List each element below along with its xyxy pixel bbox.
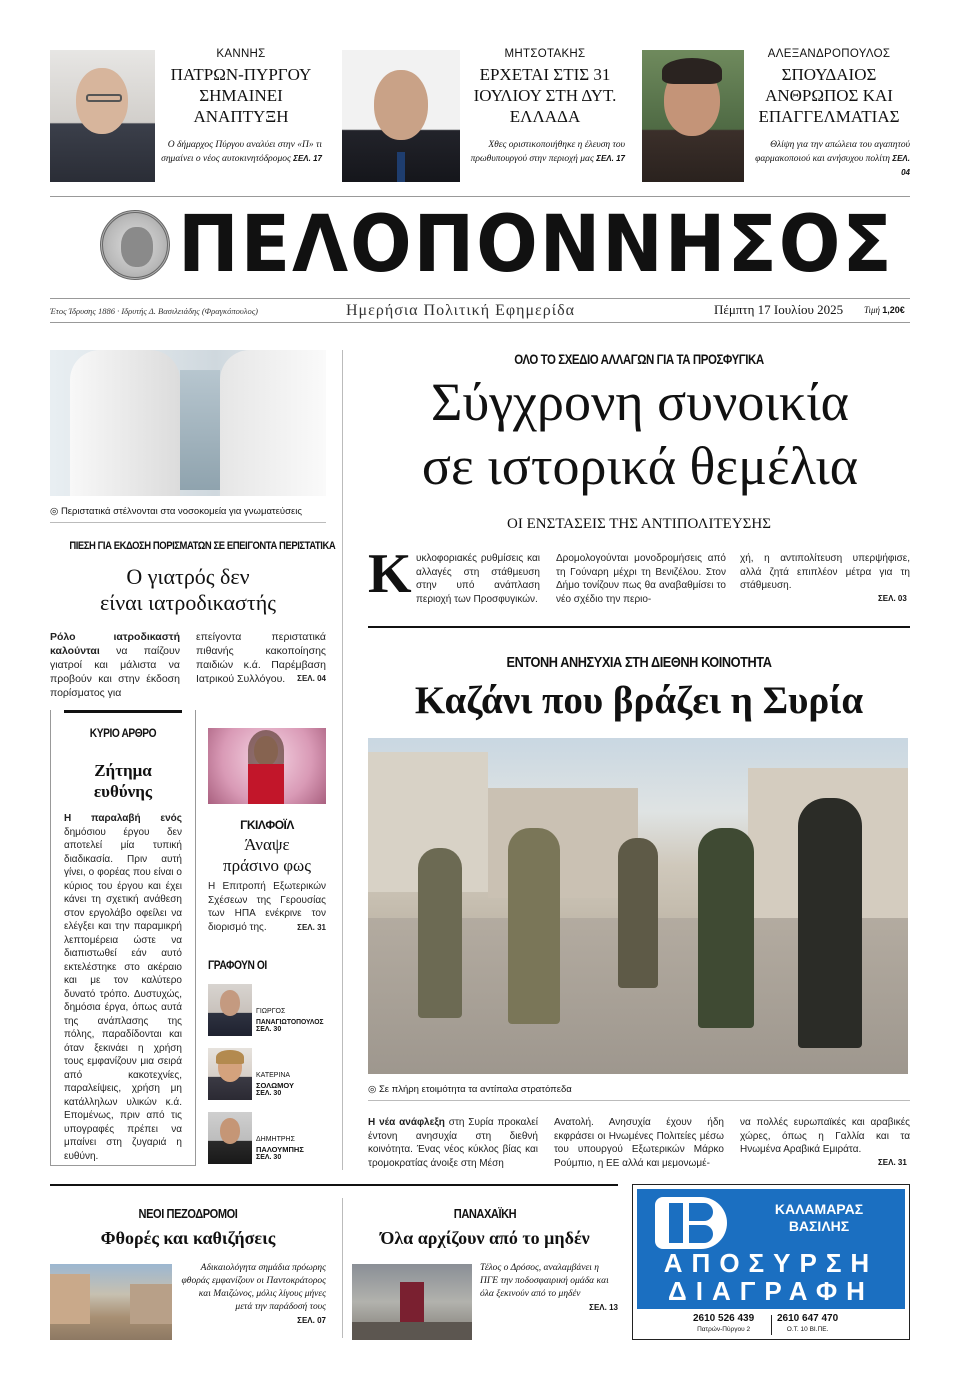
divider bbox=[368, 626, 910, 628]
stadium-photo bbox=[352, 1264, 472, 1340]
masthead-title: ΠΕΛΟΠΟΝΝΗΣΟΣ bbox=[178, 200, 894, 290]
editorial-body: δημόσιου έργου δεν αποτελεί μία τυπική διαδικασία. Πριν αυτή γίνει, ο φορέας που είναι ο κύριος του έργου και έχει κάνει τη σχετική ανάθεση στον εργολάβο οφείλει να ελέγξει και την παραμικρή λεπτομέρεια ώστε να διαπιστωθεί εάν αυτό εκτελέστηκε στο ακέραιο και με τον καλύτερο δυνατό τρόπο. Δυστυχώς, δημόσια έργα, όπως αυτά της ανάπλασης της πόλης, παραδίδονται και όταν ξεκινάει η χρήση τους εμφανίζουν μια σειρά από κακοτεχνίες, παραλείψεις, χρήση μη κατάλληλων υλικών κ.ά. Επομένως, πριν από τις υπογραφές πρέπει να μπαίνει στη ζυγαριά η ευθύνη. bbox=[64, 826, 182, 1162]
bottom-left-text bbox=[180, 1262, 326, 1327]
ad-line-1: ΑΠΟΣΥΡΣΗ bbox=[663, 1248, 879, 1278]
main-col-1 bbox=[416, 552, 540, 606]
price: 1,20€ bbox=[882, 305, 905, 315]
syria-text: στη Συρία προκαλεί έντονη ανησυχία στη διεθνή κοινότητα. Ένας νέος κύκλος βίας και τρομοκρατίας άνοιξε στη Μέση bbox=[368, 1117, 538, 1169]
teaser-title: ΣΠΟΥΔΑΙΟΣ ΑΝΘΡΩΠΟΣ ΚΑΙ ΕΠΑΓΓΕΛΜΑΤΙΑΣ bbox=[758, 65, 900, 126]
camera-icon: ◎ bbox=[50, 506, 59, 517]
ad-address: Πατρών-Πύργου 2 bbox=[697, 1326, 751, 1333]
editorial-rule bbox=[64, 710, 182, 713]
ad-separator bbox=[771, 1315, 772, 1335]
ad-line-2: ΔΙΑΓΡΑΦΗ bbox=[668, 1276, 874, 1306]
teaser-page: ΣΕΛ. 04 bbox=[892, 154, 910, 177]
main-col-3 bbox=[740, 552, 910, 593]
guilfoyle-text bbox=[208, 880, 326, 934]
divider bbox=[50, 196, 910, 197]
divider bbox=[368, 1100, 910, 1101]
teaser-kicker: ΑΛΕΞΑΝΔΡΟΠΟΥΛΟΣ bbox=[767, 48, 891, 60]
headline-line: Ο γιατρός δεν bbox=[126, 564, 250, 589]
writer-2[interactable] bbox=[208, 1048, 326, 1100]
writer-1[interactable] bbox=[208, 984, 326, 1036]
main-page: ΣΕΛ. 03 bbox=[878, 594, 907, 603]
teaser-title: ΠΑΤΡΩΝ-ΠΥΡΓΟΥ ΣΗΜΑΙΝΕΙ ΑΝΑΠΤΥΞΗ bbox=[170, 65, 312, 126]
bottom-mid-title[interactable]: Όλα αρχίζουν από το μηδέν bbox=[380, 1228, 590, 1248]
main-text: Δρομολογούνται μονοδρομήσεις από τη Γούναρη μέχρι τη Βενιζέλου. Στον Δήμο τονίζουν πως θα αναβαθμίσει το νέο σχέδιο την περιο- bbox=[556, 553, 726, 605]
syria-kicker: ΕΝΤΟΝΗ ΑΝΗΣΥΧΙΑ ΣΤΗ ΔΙΕΘΝΗ ΚΟΙΝΟΤΗΤΑ bbox=[506, 654, 772, 671]
syria-lead: Η νέα ανάφλεξη bbox=[368, 1117, 445, 1128]
ad-phone-2 bbox=[777, 1313, 838, 1335]
camera-icon: ◎ bbox=[368, 1084, 377, 1095]
main-col-2 bbox=[556, 552, 726, 606]
writers-kicker: ΓΡΑΦΟΥΝ ΟΙ bbox=[208, 958, 267, 972]
main-kicker: ΟΛΟ ΤΟ ΣΧΕΔΙΟ ΑΛΛΑΓΩΝ ΓΙΑ ΤΑ ΠΡΟΣΦΥΓΙΚΑ bbox=[514, 352, 764, 367]
teaser-text: Θλίψη για την απώλεια του αγαπητού φαρμακοποιού και ανήσυχου πολίτη bbox=[755, 140, 910, 164]
divider bbox=[50, 1184, 618, 1186]
story-kicker: ΠΙΕΣΗ ΓΙΑ ΕΚΔΟΣΗ ΠΟΡΙΣΜΑΤΩΝ ΣΕ ΕΠΕΙΓΟΝΤΑ ΠΕΡΙΣΤΑΤΙΚΑ bbox=[69, 540, 336, 552]
teaser-kicker: ΚΑΝΝΗΣ bbox=[216, 48, 266, 60]
syria-col-2 bbox=[554, 1116, 724, 1170]
alexandropoulos-photo bbox=[642, 50, 744, 182]
teaser-page: ΣΕΛ. 17 bbox=[596, 154, 625, 163]
teaser-1[interactable] bbox=[160, 48, 322, 166]
advertisement[interactable] bbox=[632, 1184, 910, 1340]
story-col-1 bbox=[50, 630, 180, 700]
bottom-mid-page: ΣΕΛ. 13 bbox=[589, 1303, 618, 1312]
bottom-mid-text bbox=[480, 1262, 618, 1314]
mitsotakis-photo bbox=[342, 50, 460, 182]
guilfoyle-photo bbox=[208, 728, 326, 804]
headline-line: ευθύνης bbox=[93, 782, 153, 801]
teaser-text: Χθες οριστικοποιήθηκε η έλευση του πρωθυπουργού στην περιοχή μας bbox=[470, 140, 625, 164]
main-text: χή, η αντιπολίτευση υπερψήφισε, αλλά ζητά επιπλέον μέτρα για τη στάθμευση. bbox=[740, 553, 910, 591]
syria-text: Ανατολή. Ανησυχία έχουν ήδη εκφράσει οι Ηνωμένες Πολιτείες μέσω του υπουργού Εξωτερικών Μάρκο Ρούμπιο, η ΕΕ αλλά και μεμονωμέ- bbox=[554, 1117, 724, 1169]
teaser-text: Ο δήμαρχος Πύργου αναλύει στην «Π» τι σημαίνει ο νέος αυτοκινητόδρομος bbox=[161, 140, 322, 164]
story-lead: Ρόλο ιατροδικαστή καλούνται bbox=[50, 631, 180, 657]
writer-last: ΣΟΛΩΜΟΥ bbox=[256, 1081, 295, 1090]
column-divider bbox=[342, 1198, 343, 1338]
ad-phone-1 bbox=[693, 1313, 754, 1335]
founded-line: Έτος Ίδρυσης 1886 · Ιδρυτής Δ. Βασιλειάδης (Φραγκόπουλος) bbox=[50, 306, 258, 316]
editorial-title[interactable] bbox=[50, 760, 196, 802]
writer-first: ΚΑΤΕΡΙΝΑ bbox=[256, 1072, 291, 1079]
photo-caption: Σε πλήρη ετοιμότητα τα αντίπαλα στρατόπεδα bbox=[378, 1084, 572, 1095]
price-label: Τιμή bbox=[864, 305, 880, 315]
divider bbox=[50, 298, 910, 299]
writer-page: ΣΕΛ. 30 bbox=[256, 1154, 282, 1161]
syria-page: ΣΕΛ. 31 bbox=[878, 1158, 907, 1167]
bottom-left-title[interactable]: Φθορές και καθιζήσεις bbox=[100, 1228, 276, 1248]
issue-date: Πέμπτη 17 Ιουλίου 2025 bbox=[714, 302, 844, 317]
teaser-page: ΣΕΛ. 17 bbox=[293, 154, 322, 163]
story-text: επείγοντα περιστατικά πιθανής κακοποίησης παιδιών κ.ά. Παρέμβαση Ιατρικού Συλλόγου. bbox=[196, 631, 326, 685]
bottom-left-kicker: ΝΕΟΙ ΠΕΖΟΔΡΟΜΟΙ bbox=[138, 1206, 238, 1221]
ad-name-line: ΒΑΣΙΛΗΣ bbox=[788, 1218, 850, 1234]
photo-caption: Περιστατικά στέλνονται στα νοσοκομεία για γνωματεύσεις bbox=[60, 506, 302, 517]
teaser-2[interactable] bbox=[465, 48, 625, 166]
syria-photo bbox=[368, 738, 908, 1074]
main-text: υκλοφοριακές ρυθμίσεις και αλλαγές στη στάθμευση στην υπό ανάπλαση περιοχή των Προσφυγικών. bbox=[416, 553, 540, 605]
writer-page: ΣΕΛ. 30 bbox=[256, 1090, 282, 1097]
ad-phone: 2610 647 470 bbox=[777, 1313, 839, 1324]
teaser-3[interactable] bbox=[748, 48, 910, 180]
guilfoyle-page: ΣΕΛ. 31 bbox=[297, 922, 326, 932]
divider bbox=[50, 322, 910, 323]
syria-col-3 bbox=[740, 1116, 910, 1157]
story-col-2 bbox=[196, 630, 326, 686]
headline-line: Ζήτημα bbox=[94, 761, 152, 780]
headline-line: σε ιστορικά θεμέλια bbox=[421, 436, 859, 496]
headline-line: Σύγχρονη συνοικία bbox=[431, 372, 849, 432]
headline-line: πράσινο φως bbox=[223, 856, 311, 875]
writer-avatar bbox=[208, 984, 252, 1036]
writer-first: ΔΗΜΗΤΡΗΣ bbox=[256, 1136, 295, 1143]
guilfoyle-title[interactable] bbox=[208, 834, 326, 876]
doctors-photo bbox=[50, 350, 326, 496]
teaser-title: ΕΡΧΕΤΑΙ ΣΤΙΣ 31 ΙΟΥΛΙΟΥ ΣΤΗ ΔΥΤ. ΕΛΛΑΔΑ bbox=[473, 65, 617, 126]
writer-avatar bbox=[208, 1112, 252, 1164]
ad-address: Ο.Τ. 10 ΒΙ.ΠΕ. bbox=[786, 1326, 829, 1333]
teaser-kicker: ΜΗΤΣΟΤΑΚΗΣ bbox=[504, 48, 586, 60]
writer-last: ΠΑΝΑΓΙΩΤΟΠΟΥΛΟΣ bbox=[256, 1017, 324, 1026]
headline-line: Άναψε bbox=[244, 835, 290, 854]
story-page: ΣΕΛ. 04 bbox=[297, 674, 326, 683]
headline-line: είναι ιατροδικαστής bbox=[100, 590, 276, 615]
writer-last: ΠΑΛΟΥΜΠΗΣ bbox=[256, 1145, 304, 1154]
writer-page: ΣΕΛ. 30 bbox=[256, 1026, 282, 1033]
divider bbox=[50, 522, 326, 523]
ad-name-line: ΚΑΛΑΜΑΡΑΣ bbox=[774, 1201, 864, 1217]
column-divider bbox=[342, 350, 343, 1170]
tagline: Ημερήσια Πολιτική Εφημερίδα bbox=[346, 302, 575, 319]
bottom-left-page: ΣΕΛ. 07 bbox=[297, 1316, 326, 1325]
street-photo bbox=[50, 1264, 172, 1340]
bottom-mid-kicker: ΠΑΝΑΧΑΪΚΗ bbox=[453, 1206, 517, 1221]
guilfoyle-body: Η Επιτροπή Εξωτερικών Σχέσεων της Γερουσίας των ΗΠΑ ενέκρινε τον διορισμό της. bbox=[208, 881, 326, 933]
syria-text: να πολλές ευρωπαϊκές και αραβικές χώρες, όπως η Γαλλία και τα Ηνωμένα Αραβικά Εμιράτα. bbox=[740, 1117, 910, 1155]
syria-headline[interactable]: Καζάνι που βράζει η Συρία bbox=[414, 679, 864, 722]
ad-phone: 2610 526 439 bbox=[693, 1313, 755, 1324]
editorial-lead: Η παραλαβή ενός bbox=[64, 813, 182, 824]
bottom-left-body: Αδικαιολόγητα σημάδια πρόωρης φθοράς εμφανίζουν οι Παντοκράτορος και Μαιζώνος, μόλις λίγους μήνες μετά την παράδοσή τους bbox=[181, 1263, 326, 1312]
syria-col-1 bbox=[368, 1116, 538, 1170]
kannis-photo bbox=[50, 50, 155, 182]
main-headline[interactable] bbox=[360, 370, 920, 498]
editorial-text bbox=[64, 812, 182, 1163]
guilfoyle-kicker: ΓΚΙΛΦΟΪΛ bbox=[240, 818, 294, 832]
main-subtitle: ΟΙ ΕΝΣΤΑΣΕΙΣ ΤΗΣ ΑΝΤΙΠΟΛΙΤΕΥΣΗΣ bbox=[507, 516, 771, 532]
story-headline[interactable] bbox=[50, 564, 326, 616]
dropcap: Κ bbox=[368, 543, 412, 605]
ad-name bbox=[743, 1201, 895, 1235]
story-text: να παίζουν γιατροί και μάλιστα να προβούν και στην έκδοση πορίσματος για bbox=[50, 645, 181, 699]
writer-3[interactable] bbox=[208, 1112, 326, 1164]
writer-avatar bbox=[208, 1048, 252, 1100]
editorial-kicker: ΚΥΡΙΟ ΑΡΘΡΟ bbox=[89, 726, 157, 740]
ad-logo-icon bbox=[655, 1197, 727, 1249]
writer-first: ΓΙΩΡΓΟΣ bbox=[256, 1008, 286, 1015]
masthead-logo-seal bbox=[100, 210, 170, 280]
bottom-mid-body: Τέλος ο Δρόσος, αναλαμβάνει η ΠΓΕ την ποδοσφαιρική ομάδα και όλα ξεκινούν από το μηδέν bbox=[480, 1263, 609, 1299]
